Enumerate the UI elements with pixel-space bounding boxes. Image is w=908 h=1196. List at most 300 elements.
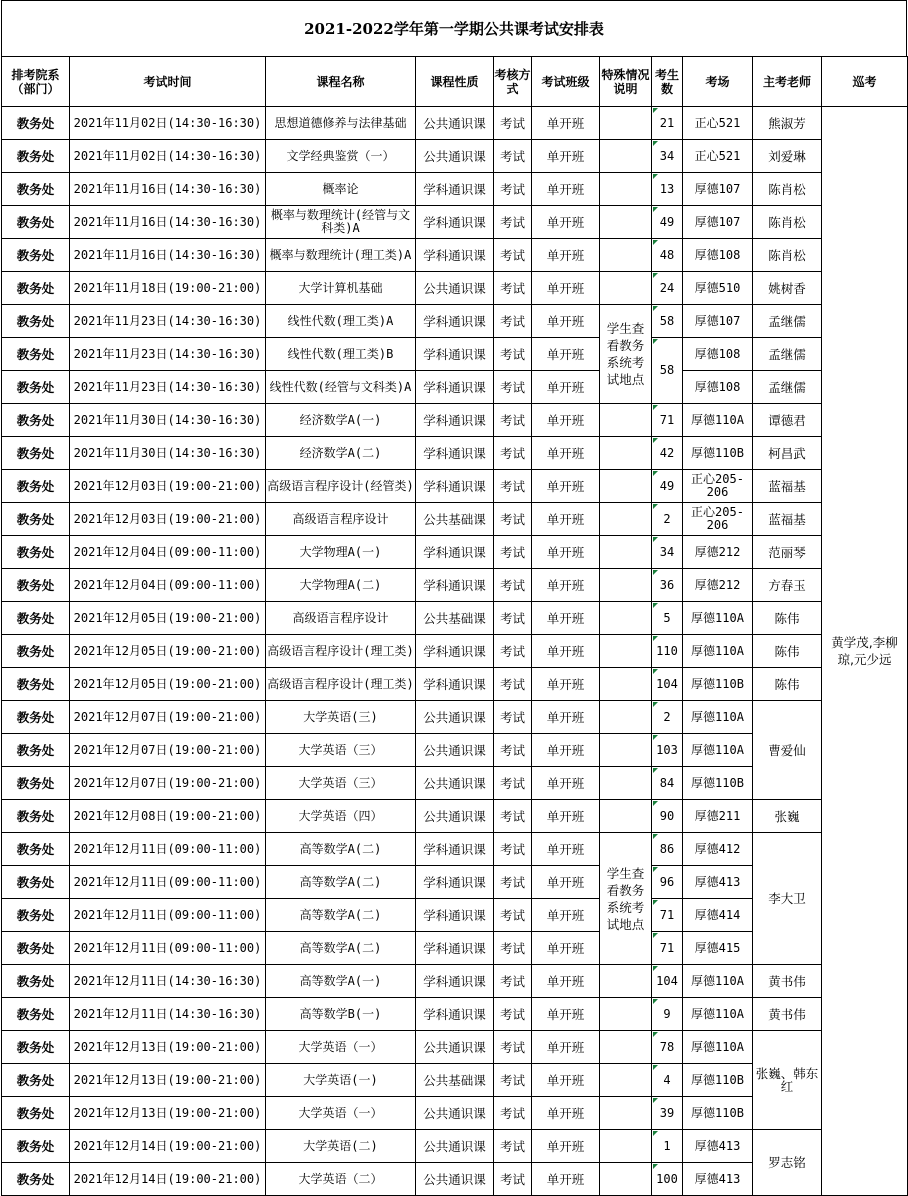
course-cell: 大学物理A(二): [266, 569, 416, 602]
room-cell: 厚德110A: [683, 635, 753, 668]
room-cell: 厚德212: [683, 569, 753, 602]
dept-cell: 教务处: [2, 1064, 70, 1097]
teacher-cell: 黄书伟: [753, 965, 822, 998]
room-cell: 厚德108: [683, 338, 753, 371]
dept-cell: 教务处: [2, 305, 70, 338]
table-row: [2, 206, 908, 239]
time-cell: 2021年11月23日(14:30-16:30): [70, 305, 266, 338]
count-cell: 42: [652, 437, 683, 470]
mode-cell: 考试: [494, 206, 532, 239]
dept-cell: 教务处: [2, 1097, 70, 1130]
special-note-cell: [600, 503, 652, 536]
teacher-cell: 孟继儒: [753, 305, 822, 338]
count-cell: 34: [652, 536, 683, 569]
special-note-cell: 学生查看教务系统考试地点: [600, 833, 652, 965]
teacher-cell: 陈肖松: [753, 239, 822, 272]
course-cell: 大学英语（三）: [266, 734, 416, 767]
mode-cell: 考试: [494, 668, 532, 701]
room-cell: 厚德212: [683, 536, 753, 569]
special-note-cell: [600, 800, 652, 833]
nature-cell: 学科通识课: [416, 239, 494, 272]
nature-cell: 学科通识课: [416, 833, 494, 866]
class-cell: 单开班: [532, 602, 600, 635]
special-note-cell: 学生查看教务系统考试地点: [600, 305, 652, 404]
dept-cell: 教务处: [2, 800, 70, 833]
class-cell: 单开班: [532, 272, 600, 305]
teacher-cell: 蓝福基: [753, 470, 822, 503]
teacher-cell: 柯昌武: [753, 437, 822, 470]
table-row: [2, 404, 908, 437]
teacher-cell: 刘爱琳: [753, 140, 822, 173]
dept-cell: 教务处: [2, 998, 70, 1031]
dept-cell: 教务处: [2, 173, 70, 206]
teacher-cell: 方春玉: [753, 569, 822, 602]
course-cell: 大学物理A(一): [266, 536, 416, 569]
table-body: [2, 107, 908, 1196]
table-row: [2, 371, 908, 404]
dept-cell: 教务处: [2, 899, 70, 932]
header-mode: 考核方式: [494, 57, 532, 107]
mode-cell: 考试: [494, 899, 532, 932]
room-cell: 厚德413: [683, 1163, 753, 1196]
course-cell: 高等数学A(二): [266, 866, 416, 899]
special-note-cell: [600, 536, 652, 569]
mode-cell: 考试: [494, 998, 532, 1031]
mode-cell: 考试: [494, 602, 532, 635]
mode-cell: 考试: [494, 140, 532, 173]
special-note-cell: [600, 767, 652, 800]
nature-cell: 公共通识课: [416, 800, 494, 833]
special-note-cell: [600, 734, 652, 767]
special-note-cell: [600, 965, 652, 998]
class-cell: 单开班: [532, 371, 600, 404]
special-note-cell: [600, 1064, 652, 1097]
table-row: [2, 833, 908, 866]
class-cell: 单开班: [532, 899, 600, 932]
teacher-cell: 谭德君: [753, 404, 822, 437]
count-cell: 100: [652, 1163, 683, 1196]
mode-cell: 考试: [494, 173, 532, 206]
count-cell: 48: [652, 239, 683, 272]
room-cell: 厚德413: [683, 1130, 753, 1163]
room-cell: 厚德110B: [683, 1097, 753, 1130]
mode-cell: 考试: [494, 404, 532, 437]
count-cell: 5: [652, 602, 683, 635]
room-cell: 厚德414: [683, 899, 753, 932]
count-cell: 4: [652, 1064, 683, 1097]
dept-cell: 教务处: [2, 107, 70, 140]
count-cell: 78: [652, 1031, 683, 1064]
header-time: 考试时间: [70, 57, 266, 107]
class-cell: 单开班: [532, 965, 600, 998]
count-cell: 24: [652, 272, 683, 305]
teacher-cell: 罗志铭: [753, 1130, 822, 1196]
count-cell: 86: [652, 833, 683, 866]
table-row: [2, 437, 908, 470]
nature-cell: 学科通识课: [416, 371, 494, 404]
course-cell: 高等数学A(二): [266, 932, 416, 965]
class-cell: 单开班: [532, 239, 600, 272]
course-cell: 高级语言程序设计(理工类): [266, 668, 416, 701]
room-cell: 厚德110A: [683, 734, 753, 767]
dept-cell: 教务处: [2, 404, 70, 437]
count-cell: 1: [652, 1130, 683, 1163]
count-cell: 104: [652, 965, 683, 998]
course-cell: 高级语言程序设计(理工类): [266, 635, 416, 668]
time-cell: 2021年12月11日(09:00-11:00): [70, 833, 266, 866]
nature-cell: 公共通识课: [416, 1097, 494, 1130]
count-cell: 21: [652, 107, 683, 140]
header-class: 考试班级: [532, 57, 600, 107]
dept-cell: 教务处: [2, 569, 70, 602]
table-row: [2, 239, 908, 272]
count-cell: 49: [652, 206, 683, 239]
room-cell: 厚德107: [683, 173, 753, 206]
room-cell: 正心205-206: [683, 503, 753, 536]
class-cell: 单开班: [532, 536, 600, 569]
nature-cell: 公共通识课: [416, 107, 494, 140]
course-cell: 高等数学B(一): [266, 998, 416, 1031]
time-cell: 2021年11月16日(14:30-16:30): [70, 206, 266, 239]
header-nature: 课程性质: [416, 57, 494, 107]
class-cell: 单开班: [532, 1130, 600, 1163]
time-cell: 2021年11月23日(14:30-16:30): [70, 371, 266, 404]
teacher-cell: 曹爱仙: [753, 701, 822, 800]
table-row: [2, 1130, 908, 1163]
count-cell: 71: [652, 404, 683, 437]
special-note-cell: [600, 1163, 652, 1196]
dept-cell: 教务处: [2, 437, 70, 470]
time-cell: 2021年12月11日(14:30-16:30): [70, 965, 266, 998]
dept-cell: 教务处: [2, 602, 70, 635]
room-cell: 厚德415: [683, 932, 753, 965]
course-cell: 高等数学A(二): [266, 833, 416, 866]
class-cell: 单开班: [532, 503, 600, 536]
teacher-cell: 陈伟: [753, 635, 822, 668]
course-cell: 思想道德修养与法律基础: [266, 107, 416, 140]
time-cell: 2021年12月07日(19:00-21:00): [70, 767, 266, 800]
time-cell: 2021年12月14日(19:00-21:00): [70, 1130, 266, 1163]
teacher-cell: 张巍: [753, 800, 822, 833]
mode-cell: 考试: [494, 932, 532, 965]
special-note-cell: [600, 239, 652, 272]
time-cell: 2021年11月18日(19:00-21:00): [70, 272, 266, 305]
room-cell: 厚德413: [683, 866, 753, 899]
dept-cell: 教务处: [2, 1163, 70, 1196]
room-cell: 厚德510: [683, 272, 753, 305]
count-cell: 58: [652, 305, 683, 338]
room-cell: 厚德110A: [683, 1031, 753, 1064]
special-note-cell: [600, 107, 652, 140]
mode-cell: 考试: [494, 1064, 532, 1097]
time-cell: 2021年12月11日(09:00-11:00): [70, 899, 266, 932]
mode-cell: 考试: [494, 536, 532, 569]
special-note-cell: [600, 404, 652, 437]
table-row: [2, 1031, 908, 1064]
room-cell: 厚德110A: [683, 701, 753, 734]
table-row: [2, 668, 908, 701]
room-cell: 正心521: [683, 140, 753, 173]
course-cell: 经济数学A(一): [266, 404, 416, 437]
room-cell: 厚德110B: [683, 767, 753, 800]
time-cell: 2021年12月03日(19:00-21:00): [70, 470, 266, 503]
count-cell: 84: [652, 767, 683, 800]
count-cell: 103: [652, 734, 683, 767]
special-note-cell: [600, 569, 652, 602]
mode-cell: 考试: [494, 1130, 532, 1163]
course-cell: 大学英语（四）: [266, 800, 416, 833]
nature-cell: 公共通识课: [416, 1163, 494, 1196]
class-cell: 单开班: [532, 1064, 600, 1097]
nature-cell: 学科通识课: [416, 305, 494, 338]
course-cell: 大学英语（二）: [266, 1163, 416, 1196]
count-cell: 34: [652, 140, 683, 173]
time-cell: 2021年11月02日(14:30-16:30): [70, 107, 266, 140]
class-cell: 单开班: [532, 140, 600, 173]
nature-cell: 学科通识课: [416, 437, 494, 470]
mode-cell: 考试: [494, 272, 532, 305]
nature-cell: 公共基础课: [416, 602, 494, 635]
dept-cell: 教务处: [2, 272, 70, 305]
dept-cell: 教务处: [2, 668, 70, 701]
table-row: [2, 998, 908, 1031]
mode-cell: 考试: [494, 503, 532, 536]
class-cell: 单开班: [532, 668, 600, 701]
teacher-cell: 孟继儒: [753, 371, 822, 404]
time-cell: 2021年12月11日(14:30-16:30): [70, 998, 266, 1031]
mode-cell: 考试: [494, 239, 532, 272]
dept-cell: 教务处: [2, 965, 70, 998]
teacher-cell: 陈伟: [753, 668, 822, 701]
class-cell: 单开班: [532, 305, 600, 338]
mode-cell: 考试: [494, 701, 532, 734]
room-cell: 厚德211: [683, 800, 753, 833]
nature-cell: 学科通识课: [416, 635, 494, 668]
dept-cell: 教务处: [2, 767, 70, 800]
time-cell: 2021年12月11日(09:00-11:00): [70, 866, 266, 899]
course-cell: 高等数学A(一): [266, 965, 416, 998]
time-cell: 2021年11月02日(14:30-16:30): [70, 140, 266, 173]
header-teacher: 主考老师: [753, 57, 822, 107]
table-row: [2, 470, 908, 503]
class-cell: 单开班: [532, 1097, 600, 1130]
special-note-cell: [600, 1097, 652, 1130]
nature-cell: 公共通识课: [416, 272, 494, 305]
patrol-cell: 黄学茂,李柳琼,元少远: [822, 107, 908, 1196]
room-cell: 厚德110A: [683, 965, 753, 998]
mode-cell: 考试: [494, 800, 532, 833]
room-cell: 正心521: [683, 107, 753, 140]
nature-cell: 公共通识课: [416, 140, 494, 173]
room-cell: 厚德110B: [683, 1064, 753, 1097]
mode-cell: 考试: [494, 866, 532, 899]
time-cell: 2021年12月03日(19:00-21:00): [70, 503, 266, 536]
class-cell: 单开班: [532, 404, 600, 437]
class-cell: 单开班: [532, 107, 600, 140]
time-cell: 2021年11月30日(14:30-16:30): [70, 437, 266, 470]
course-cell: 大学英语(二): [266, 1130, 416, 1163]
time-cell: 2021年12月07日(19:00-21:00): [70, 701, 266, 734]
count-cell: 39: [652, 1097, 683, 1130]
class-cell: 单开班: [532, 998, 600, 1031]
nature-cell: 公共通识课: [416, 1031, 494, 1064]
mode-cell: 考试: [494, 767, 532, 800]
header-dept: 排考院系（部门）: [2, 57, 70, 107]
header-count: 考生数: [652, 57, 683, 107]
dept-cell: 教务处: [2, 371, 70, 404]
special-note-cell: [600, 701, 652, 734]
mode-cell: 考试: [494, 1097, 532, 1130]
class-cell: 单开班: [532, 470, 600, 503]
nature-cell: 公共基础课: [416, 503, 494, 536]
dept-cell: 教务处: [2, 635, 70, 668]
count-cell: 58: [652, 338, 683, 404]
course-cell: 大学英语（三）: [266, 767, 416, 800]
room-cell: 厚德110A: [683, 602, 753, 635]
course-cell: 概率与数理统计(经管与文科类)A: [266, 206, 416, 239]
teacher-cell: 陈伟: [753, 602, 822, 635]
class-cell: 单开班: [532, 866, 600, 899]
course-cell: 线性代数(经管与文科类)A: [266, 371, 416, 404]
course-cell: 大学英语(三): [266, 701, 416, 734]
mode-cell: 考试: [494, 470, 532, 503]
header-row: [2, 57, 908, 107]
mode-cell: 考试: [494, 1031, 532, 1064]
count-cell: 71: [652, 932, 683, 965]
dept-cell: 教务处: [2, 932, 70, 965]
nature-cell: 公共通识课: [416, 701, 494, 734]
room-cell: 正心205-206: [683, 470, 753, 503]
room-cell: 厚德108: [683, 239, 753, 272]
dept-cell: 教务处: [2, 140, 70, 173]
mode-cell: 考试: [494, 437, 532, 470]
special-note-cell: [600, 635, 652, 668]
teacher-cell: 陈肖松: [753, 206, 822, 239]
teacher-cell: 熊淑芳: [753, 107, 822, 140]
nature-cell: 学科通识课: [416, 338, 494, 371]
course-cell: 线性代数(理工类)A: [266, 305, 416, 338]
class-cell: 单开班: [532, 338, 600, 371]
dept-cell: 教务处: [2, 338, 70, 371]
course-cell: 高级语言程序设计: [266, 602, 416, 635]
table-row: [2, 536, 908, 569]
table-row: [2, 503, 908, 536]
special-note-cell: [600, 602, 652, 635]
dept-cell: 教务处: [2, 833, 70, 866]
count-cell: 71: [652, 899, 683, 932]
count-cell: 2: [652, 503, 683, 536]
teacher-cell: 陈肖松: [753, 173, 822, 206]
course-cell: 概率与数理统计(理工类)A: [266, 239, 416, 272]
count-cell: 36: [652, 569, 683, 602]
time-cell: 2021年12月13日(19:00-21:00): [70, 1097, 266, 1130]
time-cell: 2021年12月07日(19:00-21:00): [70, 734, 266, 767]
exam-schedule-table: [1, 56, 908, 1196]
special-note-cell: [600, 668, 652, 701]
course-cell: 高级语言程序设计: [266, 503, 416, 536]
header-course: 课程名称: [266, 57, 416, 107]
time-cell: 2021年12月05日(19:00-21:00): [70, 602, 266, 635]
dept-cell: 教务处: [2, 701, 70, 734]
special-note-cell: [600, 437, 652, 470]
course-cell: 高等数学A(二): [266, 899, 416, 932]
mode-cell: 考试: [494, 635, 532, 668]
mode-cell: 考试: [494, 107, 532, 140]
special-note-cell: [600, 1031, 652, 1064]
nature-cell: 学科通识课: [416, 569, 494, 602]
table-row: [2, 701, 908, 734]
course-cell: 文学经典鉴赏（一）: [266, 140, 416, 173]
table-row: [2, 140, 908, 173]
nature-cell: 公共通识课: [416, 767, 494, 800]
header-room: 考场: [683, 57, 753, 107]
dept-cell: 教务处: [2, 239, 70, 272]
nature-cell: 学科通识课: [416, 206, 494, 239]
special-note-cell: [600, 998, 652, 1031]
room-cell: 厚德110B: [683, 668, 753, 701]
nature-cell: 学科通识课: [416, 470, 494, 503]
table-row: [2, 602, 908, 635]
time-cell: 2021年12月05日(19:00-21:00): [70, 668, 266, 701]
course-cell: 大学英语(一): [266, 1064, 416, 1097]
class-cell: 单开班: [532, 437, 600, 470]
dept-cell: 教务处: [2, 734, 70, 767]
nature-cell: 学科通识课: [416, 998, 494, 1031]
room-cell: 厚德110A: [683, 404, 753, 437]
course-cell: 线性代数(理工类)B: [266, 338, 416, 371]
mode-cell: 考试: [494, 734, 532, 767]
table-row: [2, 305, 908, 338]
class-cell: 单开班: [532, 1163, 600, 1196]
class-cell: 单开班: [532, 173, 600, 206]
count-cell: 9: [652, 998, 683, 1031]
table-row: [2, 635, 908, 668]
mode-cell: 考试: [494, 305, 532, 338]
nature-cell: 学科通识课: [416, 404, 494, 437]
time-cell: 2021年12月14日(19:00-21:00): [70, 1163, 266, 1196]
nature-cell: 学科通识课: [416, 932, 494, 965]
room-cell: 厚德107: [683, 305, 753, 338]
nature-cell: 学科通识课: [416, 173, 494, 206]
nature-cell: 学科通识课: [416, 536, 494, 569]
time-cell: 2021年12月13日(19:00-21:00): [70, 1064, 266, 1097]
class-cell: 单开班: [532, 734, 600, 767]
special-note-cell: [600, 1130, 652, 1163]
course-cell: 大学英语（一）: [266, 1097, 416, 1130]
count-cell: 96: [652, 866, 683, 899]
class-cell: 单开班: [532, 767, 600, 800]
nature-cell: 学科通识课: [416, 866, 494, 899]
sheet-title: 2021-2022学年第一学期公共课考试安排表: [1, 0, 907, 56]
count-cell: 49: [652, 470, 683, 503]
dept-cell: 教务处: [2, 1031, 70, 1064]
time-cell: 2021年11月30日(14:30-16:30): [70, 404, 266, 437]
dept-cell: 教务处: [2, 536, 70, 569]
count-cell: 104: [652, 668, 683, 701]
course-cell: 大学英语（一）: [266, 1031, 416, 1064]
mode-cell: 考试: [494, 569, 532, 602]
header-patrol: 巡考: [822, 57, 908, 107]
count-cell: 13: [652, 173, 683, 206]
nature-cell: 公共通识课: [416, 734, 494, 767]
class-cell: 单开班: [532, 1031, 600, 1064]
mode-cell: 考试: [494, 965, 532, 998]
teacher-cell: 孟继儒: [753, 338, 822, 371]
time-cell: 2021年11月16日(14:30-16:30): [70, 173, 266, 206]
table-row: [2, 800, 908, 833]
special-note-cell: [600, 206, 652, 239]
teacher-cell: 黄书伟: [753, 998, 822, 1031]
